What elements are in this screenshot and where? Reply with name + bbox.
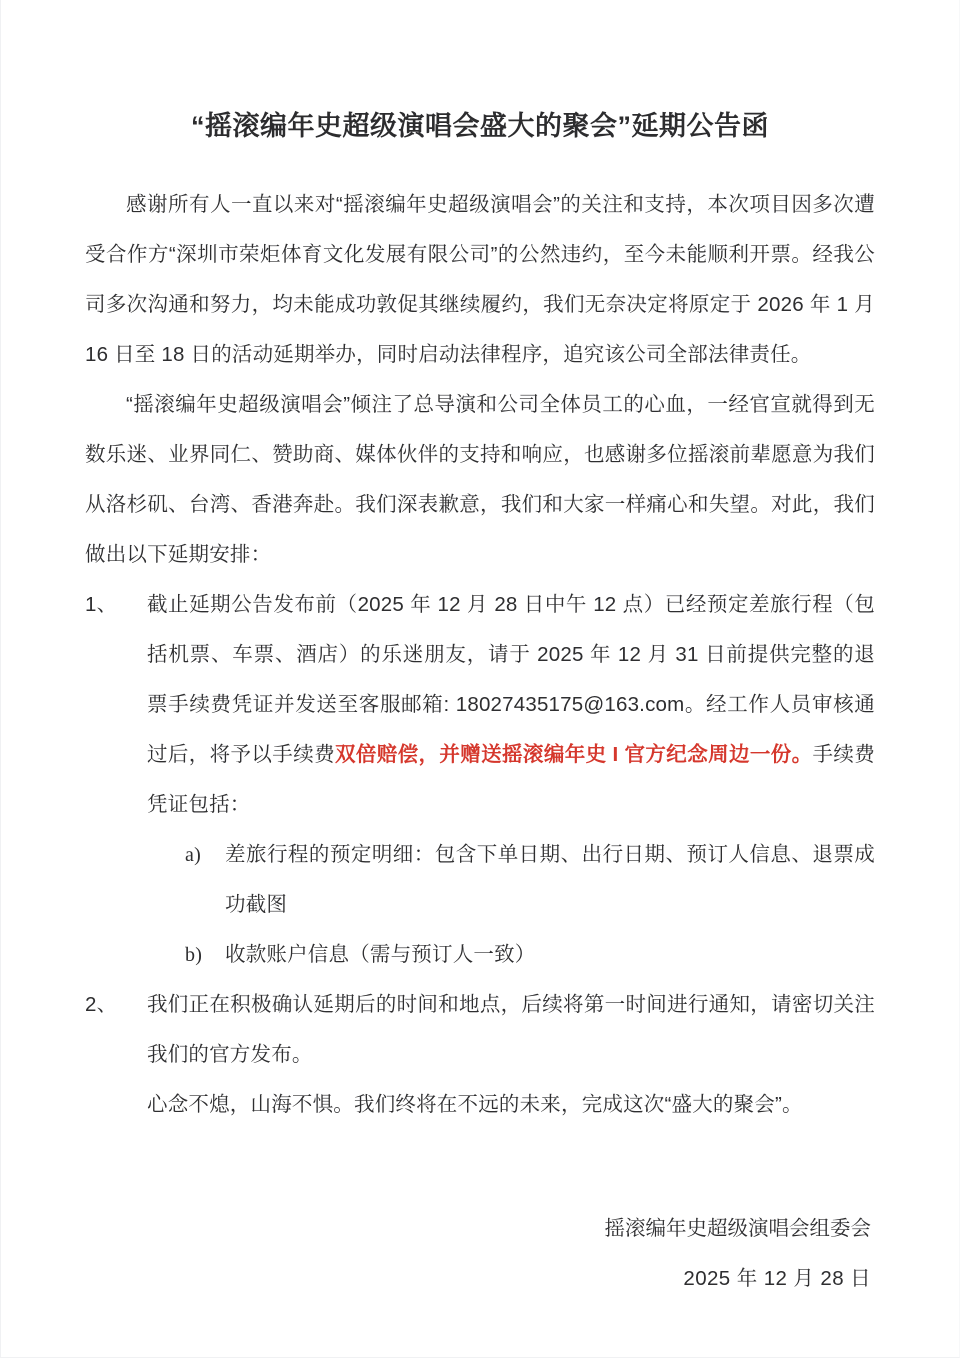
page-title: “摇滚编年史超级演唱会盛大的聚会”延期公告函 xyxy=(191,111,769,141)
list-marker-1: 1、 xyxy=(85,592,118,616)
paragraph-intro: 感谢所有人一直以来对“摇滚编年史超级演唱会”的关注和支持，本次项目因多次遭受合作方“深圳市荣炬体育文化发展有限公司”的公然违约，至今未能顺利开票。经我公司多次沟通和努力，均未能成功敦促其继续履约，我们无奈决定将原定于 2026 年 1 月 16 日至 18 日的活动延期举办，同时启动法律程序，追究该公司全部法律责任。 xyxy=(85,192,875,366)
paragraph-apology: “摇滚编年史超级演唱会”倾注了总导演和公司全体员工的心血，一经官宣就得到无数乐迷、业界同仁、赞助商、媒体伙伴的支持和响应，也感谢多位摇滚前辈愿意为我们从洛杉矶、台湾、香港奔赴。我们深表歉意，我们和大家一样痛心和失望。对此，我们做出以下延期安排： xyxy=(85,392,875,566)
list-item-1-text-before: 截止延期公告发布前（2025 年 12 月 28 日中午 12 点）已经预定差旅行程（包括机票、车票、酒店）的乐迷朋友，请于 2025 年 12 月 31 日前提供完整的退票手续费凭证并发送至客服邮箱: 18027435175@163.com。经工作人员审核通过后，将予以手续费 xyxy=(147,592,875,766)
document-sheet xyxy=(1,0,959,1357)
compensation-highlight: 双倍赔偿，并赠送摇滚编年史 I 官方纪念周边一份。 xyxy=(334,742,813,766)
sublist-item-b xyxy=(185,930,875,980)
list-item-2 xyxy=(85,980,875,1080)
closing-line: 心念不熄，山海不惧。我们终将在不远的未来，完成这次“盛大的聚会”。 xyxy=(147,1092,803,1116)
signature-organization: 摇滚编年史超级演唱会组委会 xyxy=(604,1216,871,1240)
list-item-1-body xyxy=(147,580,875,830)
lettered-sublist xyxy=(147,830,875,980)
signature-block xyxy=(85,1204,875,1304)
sublist-marker-b: b) xyxy=(185,943,203,966)
list-item-1 xyxy=(85,580,875,980)
sublist-marker-a: a) xyxy=(185,843,201,866)
list-marker-2: 2、 xyxy=(85,992,118,1016)
sublist-item-a-text: 差旅行程的预定明细：包含下单日期、出行日期、预订人信息、退票成功截图 xyxy=(225,842,875,916)
sublist-item-b-text: 收款账户信息（需与预订人一致） xyxy=(225,942,536,966)
sublist-item-a xyxy=(185,830,875,930)
list-item-1-text-after: 手续费凭证包括： xyxy=(147,742,875,816)
numbered-list xyxy=(85,580,875,1080)
list-item-2-text: 我们正在积极确认延期后的时间和地点，后续将第一时间进行通知，请密切关注我们的官方发布。 xyxy=(147,992,875,1066)
signature-date: 2025 年 12 月 28 日 xyxy=(683,1266,871,1290)
